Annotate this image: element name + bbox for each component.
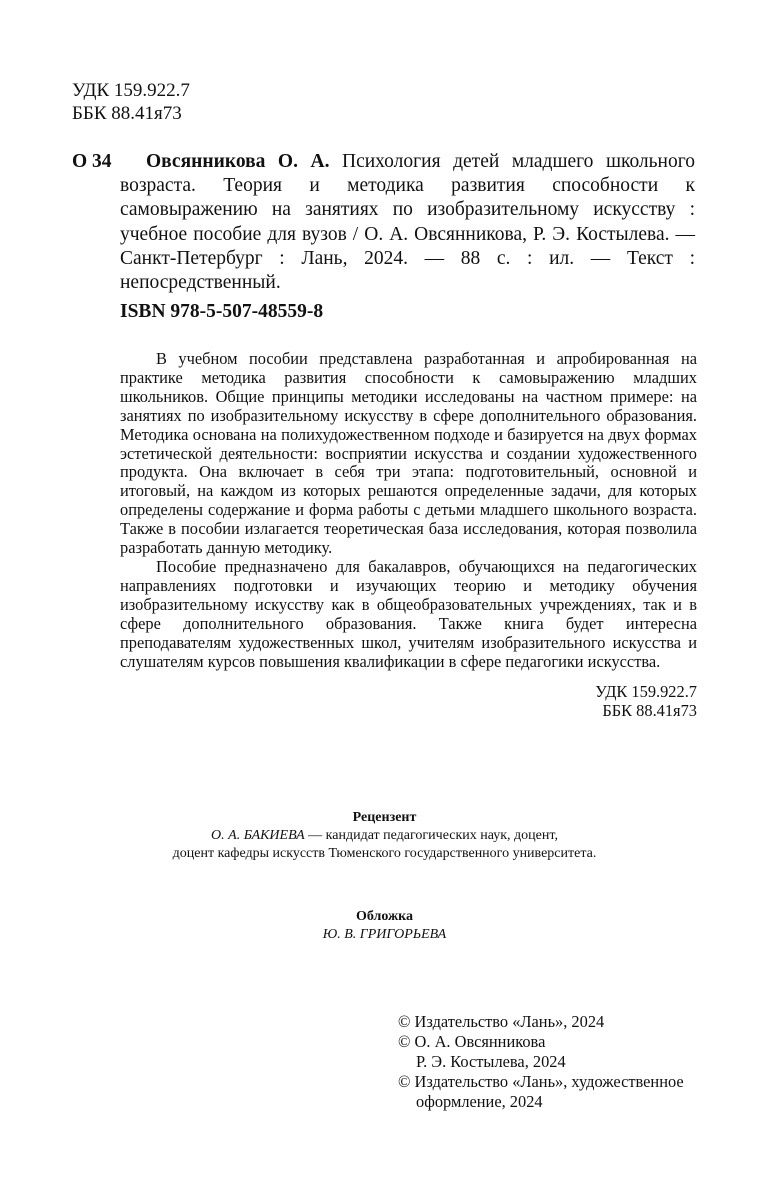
annotation-paragraph: Пособие предназначено для бакалавров, обучающихся на педагогических направлениях подготовки и изучающих теорию и методику обучения изобразительному искусству как в общеобразовательных учреждениях, так и в сфере дополнительного образования. Также книга будет интересна преподавателям художественных школ, учителям изобразительного искусства и слушателям курсов повышения квалификации в сфере педагогики искусства. (120, 556, 697, 671)
annotation (120, 350, 697, 671)
copyright-line: © О. А. Овсянникова (398, 1032, 546, 1051)
annotation-paragraph: В учебном пособии представлена разработанная и апробированная на практике методика развития способности к самовыражению младших школьников. Общие принципы методики исследованы на частном примере: на занятиях по изобразительному искусству в сфере дополнительного образования. Методика основана на полихудожественном подходе и базируется на двух формах эстетической деятельности: восприятии искусства и создании художественного продукта. Она включает в себя три этапа: подготовительный, основной и итоговый, на каждом из которых решаются определенные задачи, для которых определены содержание и форма работы с детьми младшего школьного возраста. Также в пособии излагается теоретическая база исследования, которая позволила разработать данную методику. (120, 349, 697, 558)
reviewer-heading: Рецензент (352, 810, 417, 825)
cover-designer: Ю. В. ГРИГОРЬЕВА (322, 927, 447, 942)
copyright-block (398, 1012, 684, 1112)
reviewer-name: О. А. БАКИЕВА (211, 828, 305, 843)
bibliographic-description: Психология детей младшего школьного возраста. Теория и методика развития способности к самовыражению на занятиях по изобразительному искусству : учебное пособие для вузов / О. А. Овсянникова, Р. Э. Костылева. — Санкт-Петербург : Лань, 2024. — 88 с. : ил. — Текст : непосредственный. (120, 151, 696, 294)
reviewer-line-2: доцент кафедры искусств Тюменского государственного университета. (172, 846, 597, 861)
reviewer-line-1 (72, 827, 697, 845)
cover-block (72, 908, 697, 944)
bbk-code: ББК 88.41я73 (72, 103, 182, 124)
bbk-code: ББК 88.41я73 (602, 701, 697, 720)
bibliographic-record (120, 150, 695, 295)
isbn: ISBN 978-5-507-48559-8 (120, 301, 324, 322)
classification-top (72, 79, 190, 125)
udk-code: УДК 159.922.7 (72, 80, 190, 101)
author-name: Овсянникова О. А. (146, 151, 330, 172)
copyright-line: Р. Э. Костылева, 2024 (416, 1052, 566, 1071)
author-mark: О 34 (72, 151, 112, 172)
copyright-line: оформление, 2024 (416, 1092, 543, 1111)
classification-bottom (595, 682, 697, 720)
udk-code: УДК 159.922.7 (595, 682, 697, 701)
cover-heading: Обложка (355, 909, 414, 924)
copyright-line: © Издательство «Лань», 2024 (398, 1012, 605, 1031)
reviewer-title: — кандидат педагогических наук, доцент, (304, 828, 558, 843)
reviewer-block (72, 809, 697, 863)
copyright-line: © Издательство «Лань», художественное (398, 1072, 684, 1091)
